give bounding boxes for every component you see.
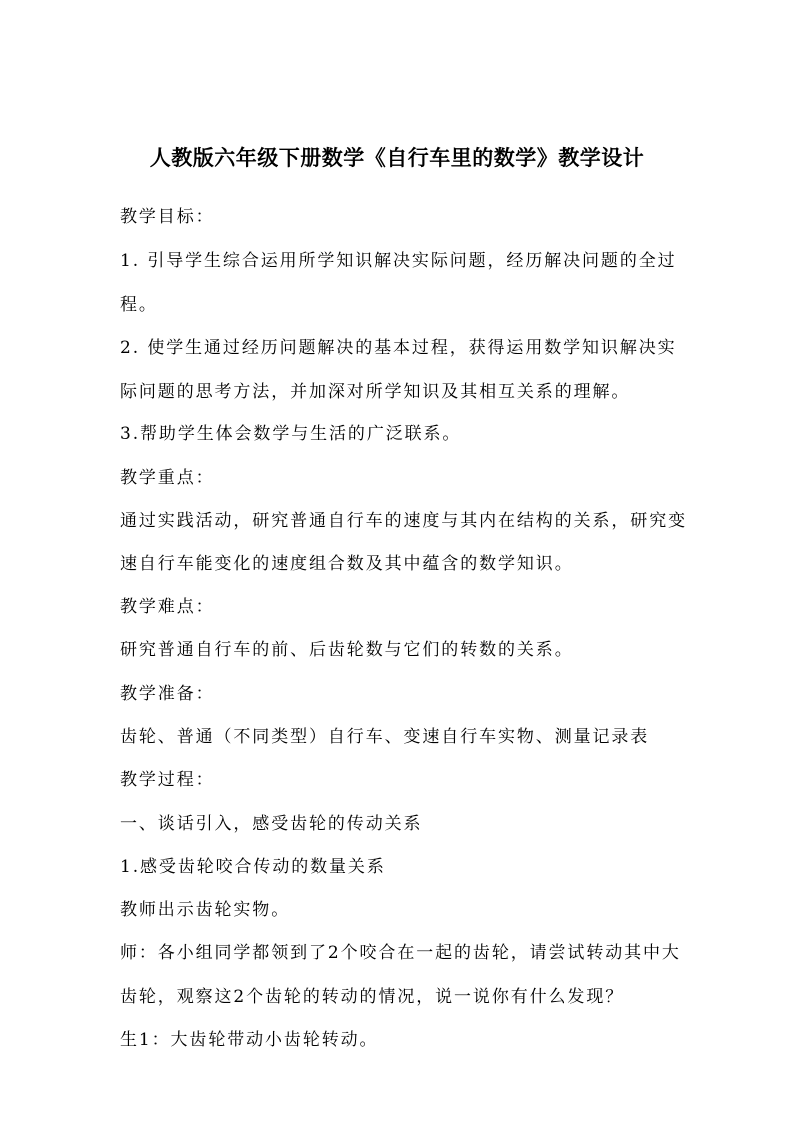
difficulty-line: 研究普通自行车的前、后齿轮数与它们的转数的关系。 bbox=[120, 640, 574, 660]
heading-teaching-focus: 教学重点： bbox=[120, 468, 215, 488]
preparation-line: 齿轮、普通（不同类型）自行车、变速自行车实物、测量记录表 bbox=[120, 727, 650, 747]
document-title: 人教版六年级下册数学《自行车里的数学》教学设计 bbox=[149, 146, 645, 170]
heading-teaching-process: 教学过程： bbox=[120, 770, 215, 790]
student-1-answer: 生1：大齿轮带动小齿轮转动。 bbox=[120, 1030, 379, 1050]
heading-teaching-preparation: 教学准备： bbox=[120, 684, 215, 704]
focus-line-2: 速自行车能变化的速度组合数及其中蕴含的数学知识。 bbox=[120, 554, 574, 574]
objective-1-line-2: 程。 bbox=[120, 295, 158, 315]
teacher-question-line-2: 齿轮，观察这2个齿轮的转动的情况，说一说你有什么发现？ bbox=[120, 987, 625, 1007]
heading-teaching-objectives: 教学目标： bbox=[120, 207, 215, 227]
heading-teaching-difficulty: 教学难点： bbox=[120, 597, 215, 617]
objective-3: 3.帮助学生体会数学与生活的广泛联系。 bbox=[120, 424, 462, 444]
section-1-heading: 一、谈话引入，感受齿轮的传动关系 bbox=[120, 814, 423, 834]
objective-2-line-1: 2. 使学生通过经历问题解决的基本过程，获得运用数学知识解决实 bbox=[120, 338, 677, 358]
focus-line-1: 通过实践活动，研究普通自行车的速度与其内在结构的关系，研究变 bbox=[120, 511, 687, 531]
subsection-1-heading: 1.感受齿轮咬合传动的数量关系 bbox=[120, 857, 386, 877]
objective-2-line-2: 际问题的思考方法，并加深对所学知识及其相互关系的理解。 bbox=[120, 382, 631, 402]
teacher-question-line-1: 师：各小组同学都领到了2个咬合在一起的齿轮，请尝试转动其中大 bbox=[120, 943, 681, 963]
teacher-action-line: 教师出示齿轮实物。 bbox=[120, 900, 291, 920]
objective-1-line-1: 1. 引导学生综合运用所学知识解决实际问题，经历解决问题的全过 bbox=[120, 251, 677, 271]
